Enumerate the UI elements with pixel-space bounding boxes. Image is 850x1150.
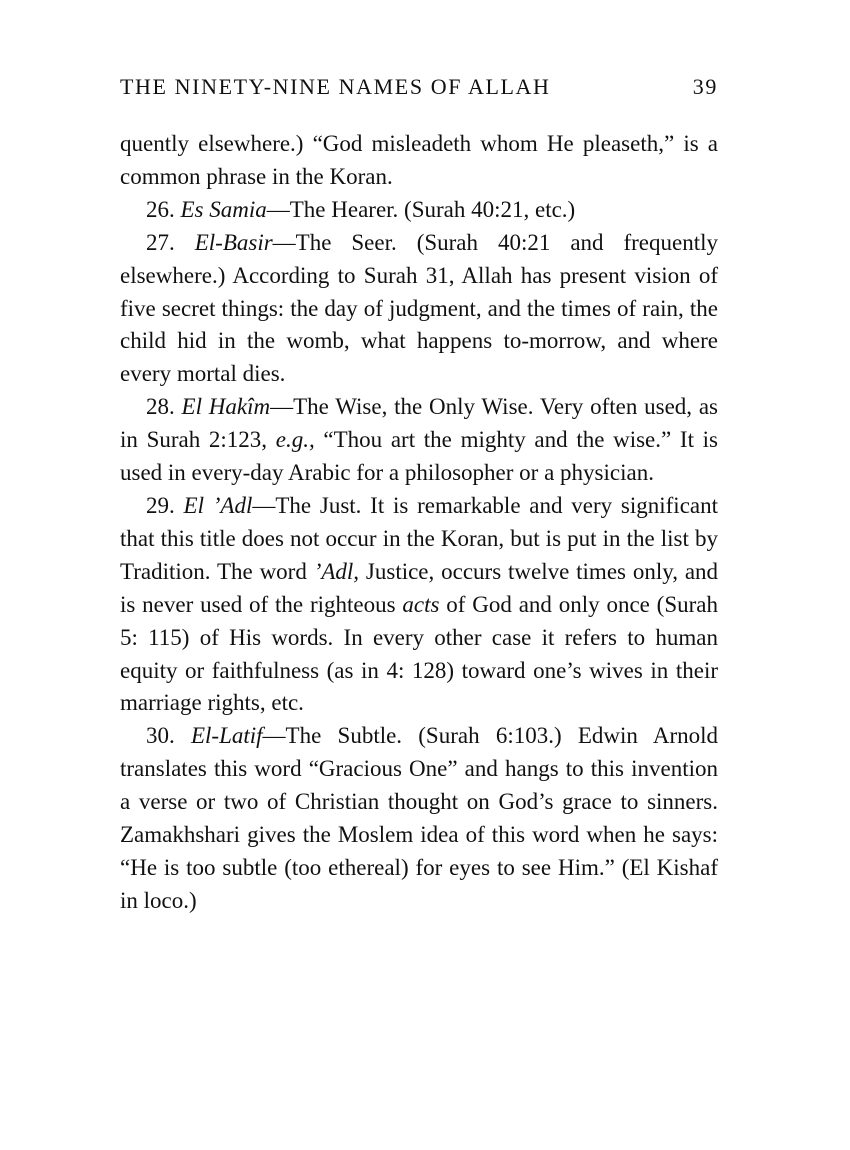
- entry-29: [120, 490, 718, 720]
- entry-term: Es Samia: [180, 196, 267, 222]
- entry-term: El-Basir: [194, 229, 273, 255]
- continuation-paragraph: quently elsewhere.) “God misleadeth whom He pleaseth,” is a common phrase in the Koran.: [120, 131, 718, 189]
- page-number: 39: [692, 74, 718, 99]
- entry-term: El-Latif: [190, 723, 263, 749]
- entry-text: —The Seer. (Surah 40:21 and frequently elsewhere.) According to Surah 31, Allah has present vision of five secret things: the day of judgment, and the times of rain, the child hid in the womb, what happens to-morrow, and where every mortal dies.: [120, 229, 719, 387]
- entry-term: El Hakîm: [181, 394, 271, 420]
- abbreviation-eg: e.g.,: [275, 427, 315, 453]
- entry-30: [120, 720, 718, 917]
- entry-26: [120, 194, 718, 227]
- inline-term: ’Adl,: [313, 558, 360, 584]
- entry-text: —The Wise, the Only Wise. Very often used, as in Surah 2:123,: [120, 394, 718, 453]
- body-text: [120, 128, 718, 918]
- entry-number: 28.: [146, 394, 175, 420]
- entry-28: [120, 391, 718, 490]
- entry-number: 30.: [146, 723, 175, 749]
- entry-text: —The Hearer. (Surah 40:21, etc.): [266, 196, 576, 222]
- entry-text: Justice, occurs twelve times only, and is never used of the righteous: [120, 558, 719, 617]
- entry-text: —The Just. It is remarkable and very significant that this title does not occur in the Koran, but is put in the list by Tradition. The word: [120, 492, 719, 584]
- entry-number: 27.: [146, 229, 175, 255]
- running-title: THE NINETY-NINE NAMES OF ALLAH: [120, 74, 551, 99]
- emphasis-acts: acts: [402, 591, 440, 617]
- entry-number: 29.: [146, 492, 175, 518]
- entry-number: 26.: [146, 196, 175, 222]
- entry-text: “Thou art the mighty and the wise.” It is used in every-day Arabic for a philosopher or a physician.: [120, 427, 718, 486]
- entry-text: —The Subtle. (Surah 6:103.) Edwin Arnold translates this word “Gracious One” and hangs to this invention a verse or two of Christian thought on God’s grace to sinners. Zamakhshari gives the Moslem idea of this word when he says: “He is too subtle (too ethereal) for eyes to see Him.” (El Kishaf in loco.): [120, 723, 718, 913]
- entry-term: El ’Adl: [183, 492, 253, 518]
- running-header: [120, 66, 718, 108]
- entry-27: [120, 227, 718, 392]
- book-page: [120, 66, 718, 918]
- entry-text: of God and only once (Surah 5: 115) of His words. In every other case it refers to human equity or faithfulness (as in 4: 128) toward one’s wives in their marriage rights, etc.: [120, 591, 719, 716]
